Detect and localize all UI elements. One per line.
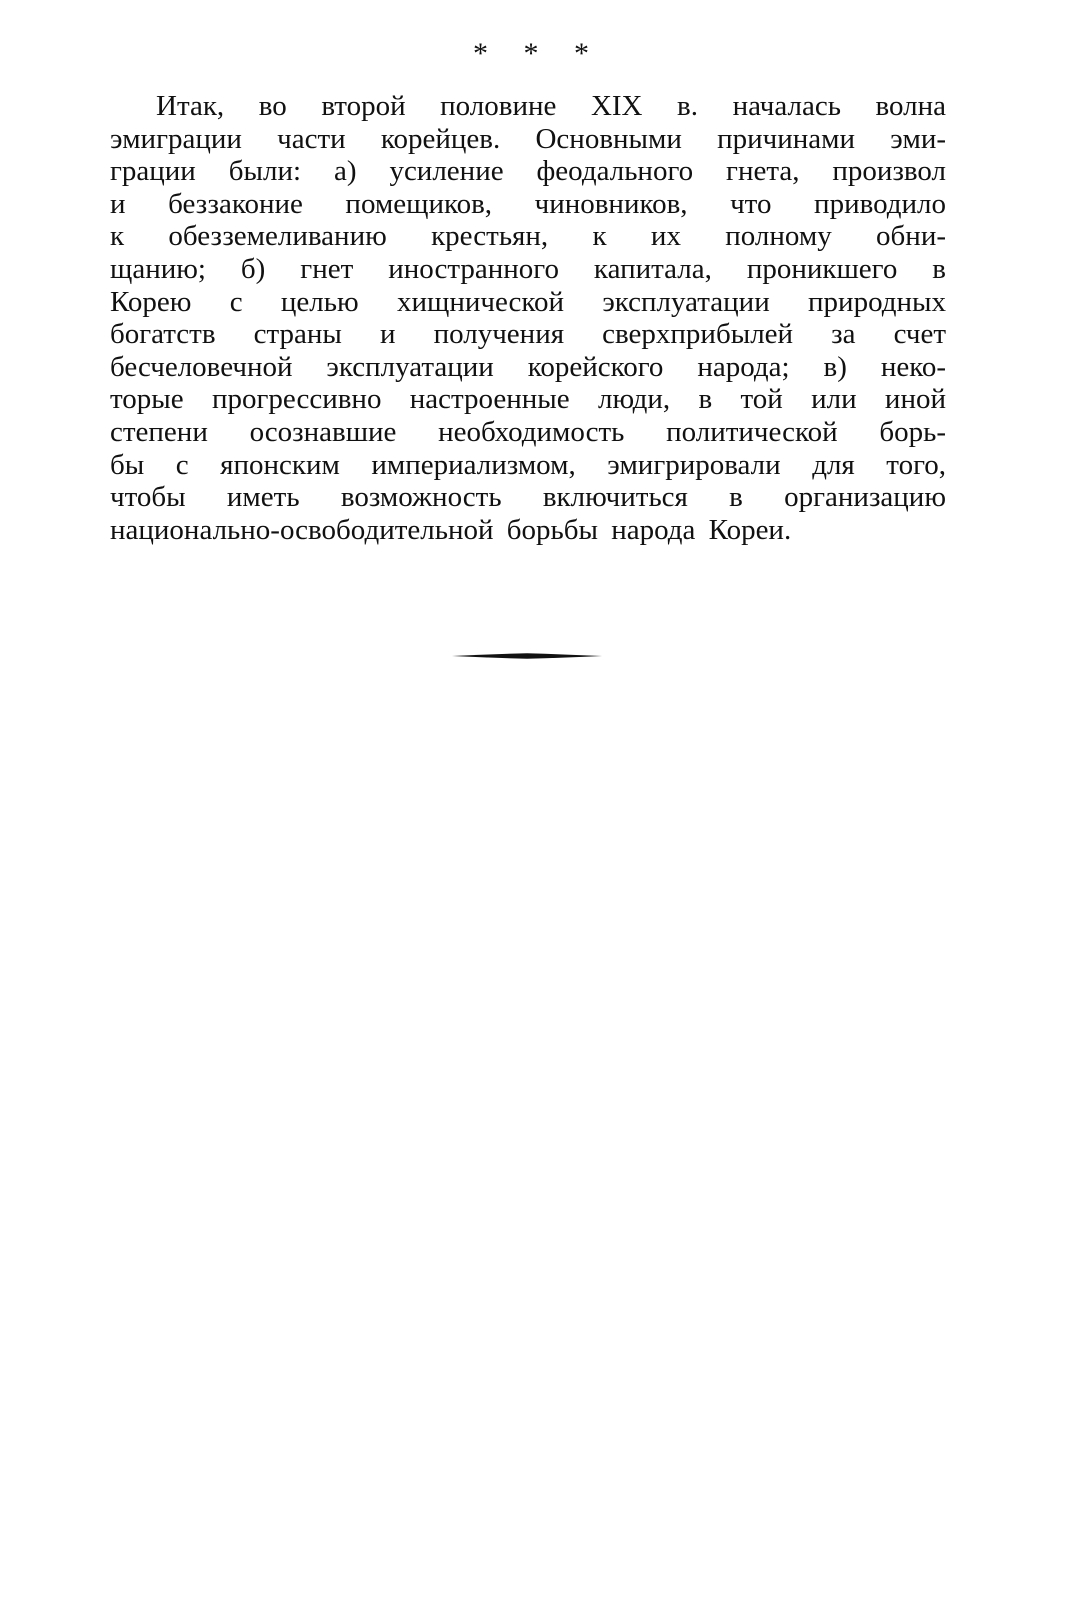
paragraph-line: к обезземеливанию крестьян, к их полному обни- xyxy=(110,220,946,253)
paragraph-line: чтобы иметь возможность включиться в организацию xyxy=(110,481,946,514)
paragraph-line: национально-освободительной борьбы народа Кореи. xyxy=(110,513,792,546)
paragraph-line: эмиграции части корейцев. Основными причинами эми- xyxy=(110,122,946,155)
paragraph xyxy=(110,90,946,546)
section-divider-asterisks: * * * xyxy=(473,37,603,70)
paragraph-line: щанию; б) гнет иностранного капитала, проникшего в xyxy=(110,252,946,285)
paragraph-line: грации были: а) усиление феодального гнета, произвол xyxy=(110,155,946,188)
paragraph-line: степени осознавшие необходимость политической борь- xyxy=(110,415,946,448)
paragraph-line: торые прогрессивно настроенные люди, в той или иной xyxy=(110,383,946,416)
paragraph-line: Итак, во второй половине XIX в. началась волна xyxy=(156,90,946,122)
paragraph-line: бесчеловечной эксплуатации корейского народа; в) неко- xyxy=(110,350,946,383)
tapered-rule-icon xyxy=(452,652,602,660)
paragraph-line: богатств страны и получения сверхприбылей за счет xyxy=(110,318,946,351)
paragraph-line: Корею с целью хищнической эксплуатации природных xyxy=(110,285,946,318)
paragraph-line: и беззаконие помещиков, чиновников, что приводило xyxy=(110,187,946,220)
paragraph-line: бы с японским империализмом, эмигрировали для того, xyxy=(110,448,946,481)
